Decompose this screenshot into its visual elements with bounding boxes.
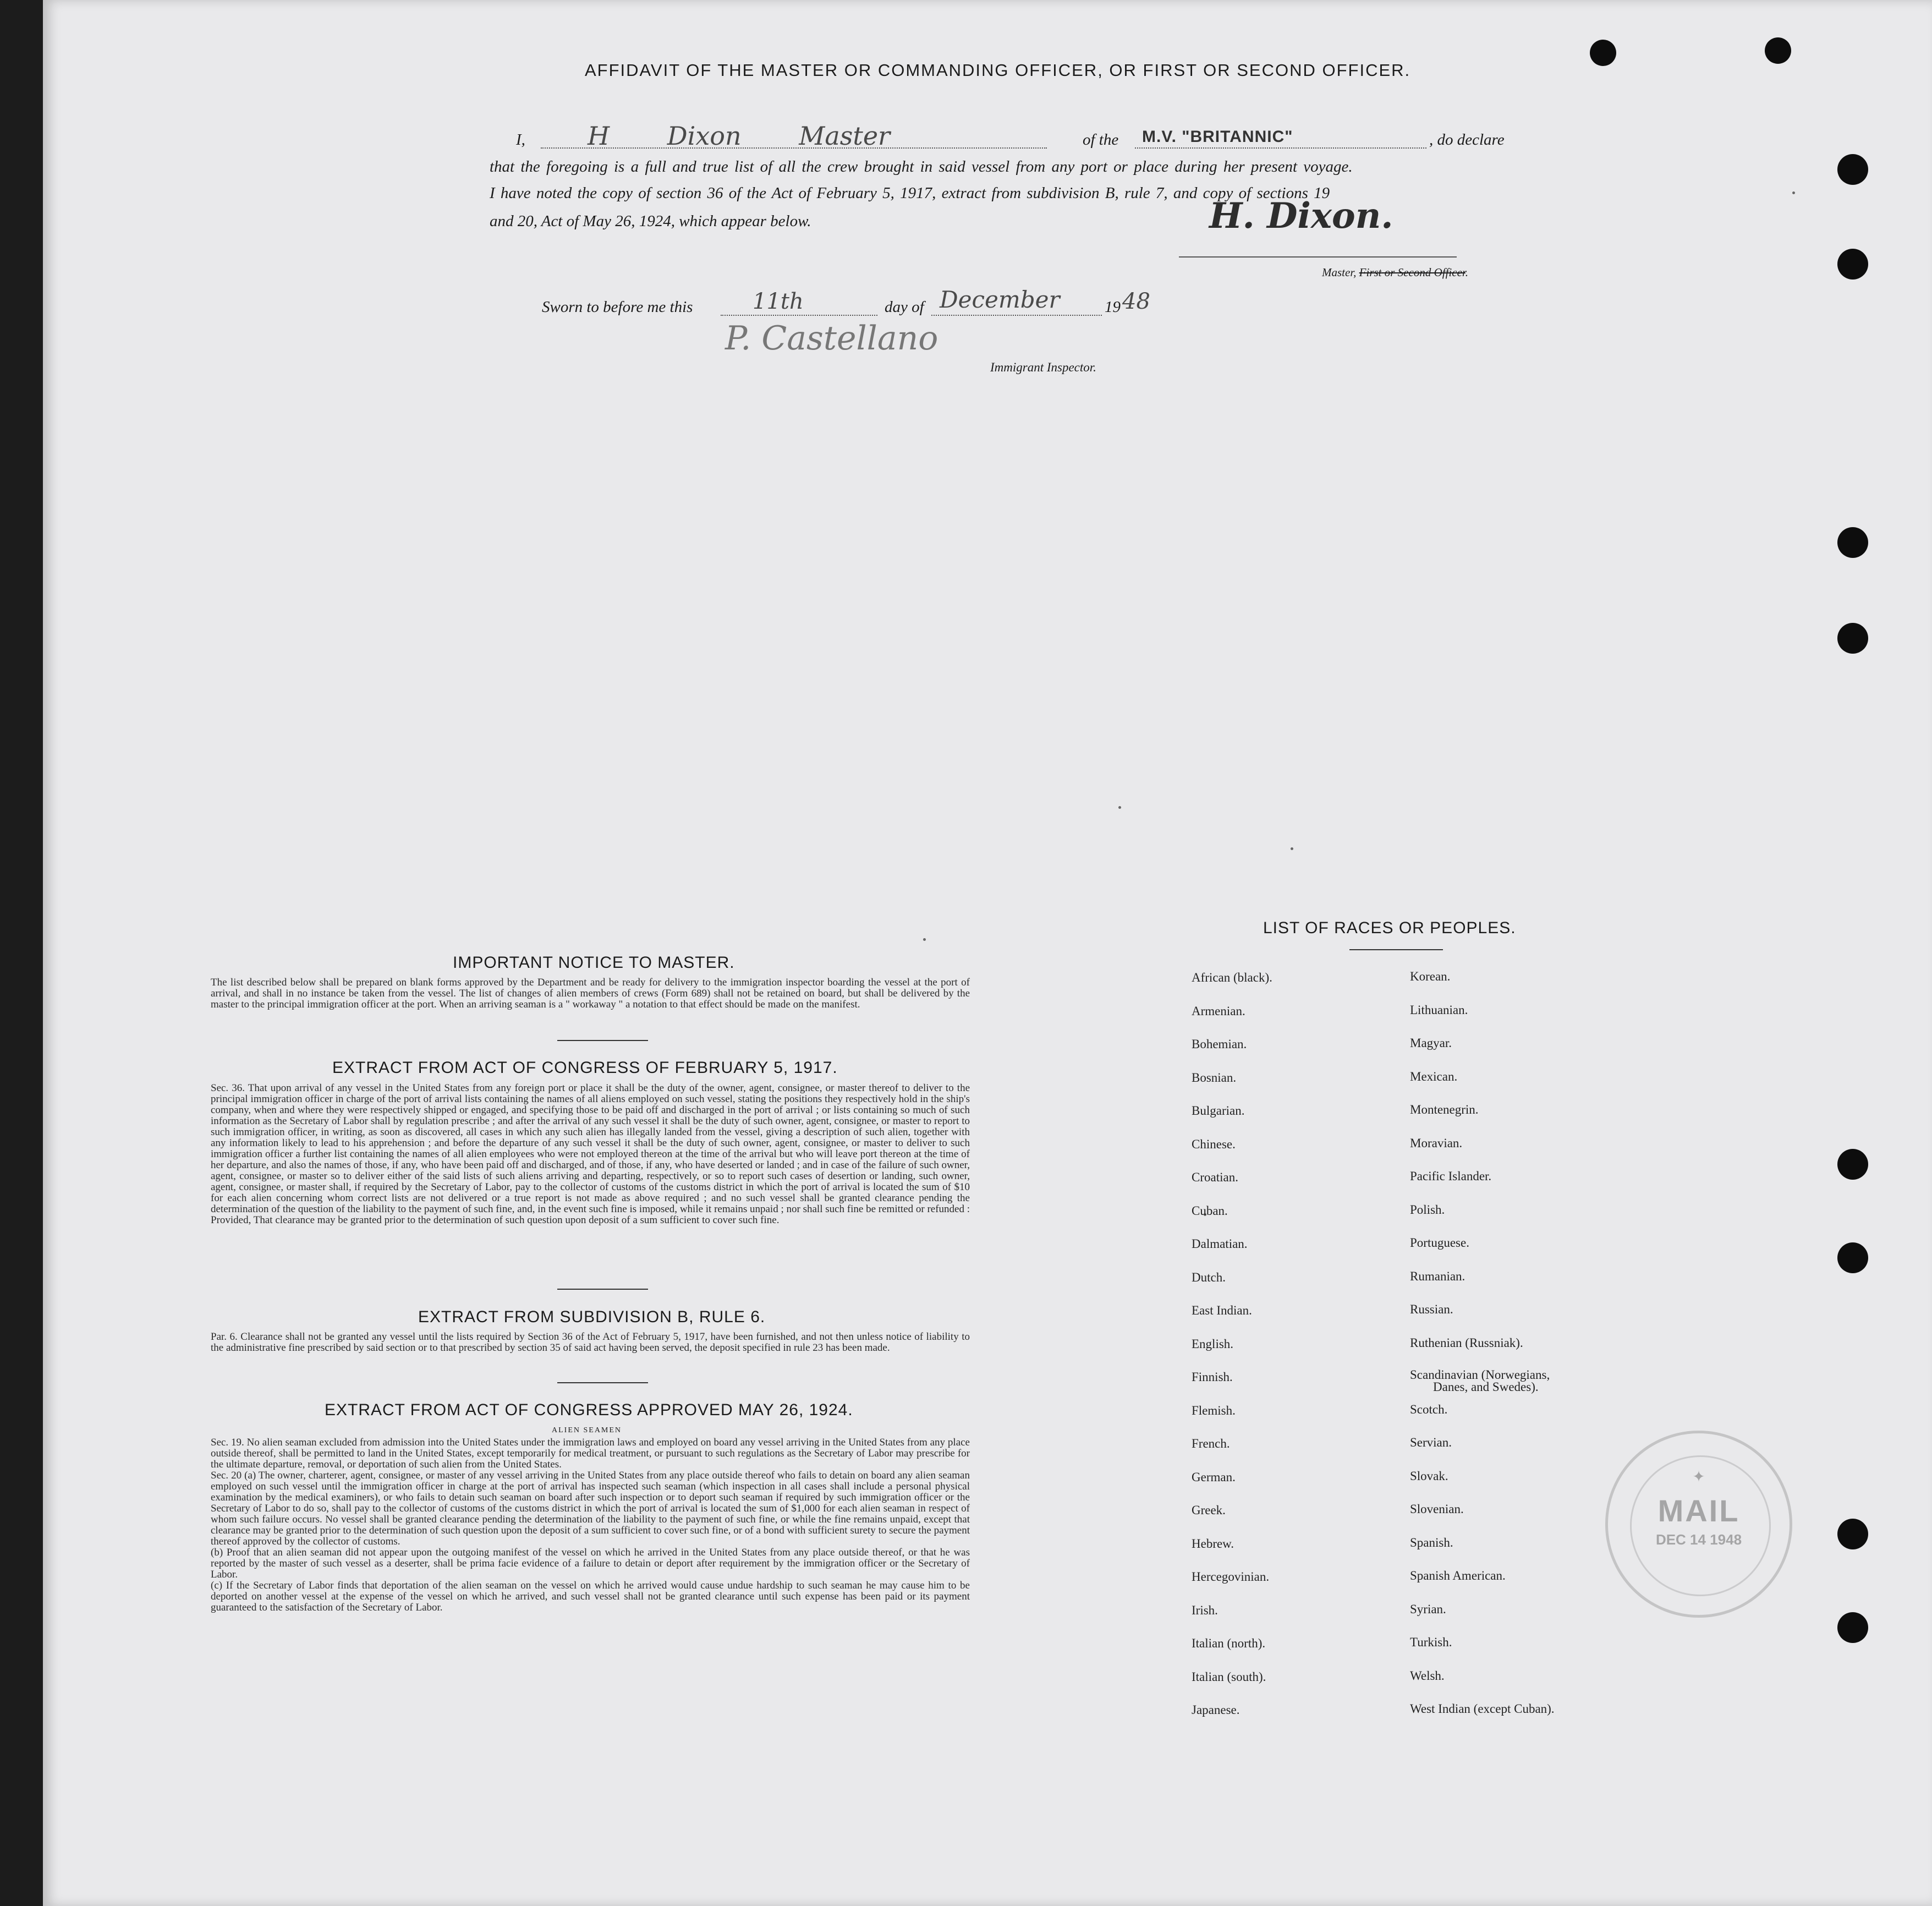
punch-hole	[1837, 249, 1868, 280]
notice-text: The list described below shall be prepared on blank forms approved by the Department and be ready for delivery to the immigration inspector boarding the vessel at the port of arrival, and shall in no instance be taken from the vessel. The list of changes of alien members of crews (Form 689) shall not be retained on board, but shall be delivered by the master to the principal immigration officer at the port. When an arriving seaman is a " workaway " a notation to that effect should be made on the manifest.	[211, 977, 970, 1010]
signer-title	[1322, 266, 1468, 280]
race-item: West Indian (except Cuban).	[1410, 1702, 1555, 1716]
inspector-signature: P. Castellano	[725, 319, 938, 358]
signer-title-master: Master,	[1322, 266, 1359, 279]
race-item: Montenegrin.	[1410, 1103, 1479, 1116]
punch-hole	[1765, 37, 1791, 64]
race-item: Lithuanian.	[1410, 1003, 1468, 1017]
vessel-name: M.V. "BRITANNIC"	[1142, 128, 1293, 146]
race-item: Hercegovinian.	[1192, 1570, 1270, 1584]
sworn-day: 11th	[753, 289, 804, 314]
rule6-text: Par. 6. Clearance shall not be granted any vessel until the lists required by Section 36 of the Act of February 5, 1917, have been furnished, and not then unless notice of liability to the administrative fine prescribed by said section or to that prescribed by section 35 of said act having been served, the deposit specified in rule 23 has been made.	[211, 1331, 970, 1354]
race-item: Korean.	[1410, 970, 1451, 983]
do-declare-label: , do declare	[1429, 131, 1505, 149]
race-item: French.	[1192, 1437, 1230, 1450]
section-20a-paragraph: Sec. 20 (a) The owner, charterer, agent, consignee, or master of any vessel arriving in the United States from any place outside thereof who fails to detain on board any alien seaman employed on such vessel until the immigration officer in charge at the port of arrival has inspected such seaman (which inspection in all cases shall include a personal physical examination by the medical examiners), or who fails to detain such seaman on board after such inspection or to deport such seaman if required by such immigration officer or the Secretary of Labor to do so, shall pay to the collector of customs of the customs district in which the port of arrival is located the sum of $1,000 for each alien seaman in respect of whom such failure occurs. No vessel shall be granted clearance pending the determination of the liability to the payment of such fine, or while the fine remains unpaid, except that clearance may be granted prior to the determination of such question upon the deposit of a sum sufficient to cover such fine, or of a bond with sufficient surety to secure the payment thereof approved by the collector of customs.	[211, 1470, 970, 1547]
section-19-paragraph: Sec. 19. No alien seaman excluded from admission into the United States under the immigration laws and employed on board any vessel arriving in the United States from any place outside thereof, shall be permitted to land in the United States, except temporarily for medical treatment, or pursuant to such regulations as the Secretary of Labor may prescribe for the ultimate departure, removal, or deportation of such alien from the United States.	[211, 1437, 970, 1470]
punch-hole	[1837, 527, 1868, 558]
section-20b-paragraph: (b) Proof that an alien seaman did not appear upon the outgoing manifest of the vessel on which he arrived in the United States from any place outside thereof, or that he was reported by the master of such vessel as a deserter, shall be prima facie evidence of a failure to detain or deport after requirement by the immigration officer or the Secretary of Labor.	[211, 1547, 970, 1580]
race-item: Moravian.	[1410, 1136, 1463, 1150]
sworn-month-blank	[931, 315, 1102, 316]
sworn-label: Sworn to before me this	[542, 298, 693, 316]
stamp-mail-text: MAIL	[1657, 1493, 1740, 1528]
race-item: Ruthenian (Russniak).	[1410, 1335, 1523, 1350]
race-item: English.	[1192, 1337, 1234, 1351]
notice-title: IMPORTANT NOTICE TO MASTER.	[453, 954, 735, 972]
stamp-star-icon: ✦	[1692, 1468, 1705, 1485]
vessel-blank	[1135, 147, 1426, 149]
master-signature: H. Dixon.	[1209, 195, 1393, 237]
punch-hole	[1837, 623, 1868, 654]
race-item: Rumanian.	[1410, 1269, 1466, 1283]
race-item: Italian (south).	[1192, 1669, 1266, 1684]
document-page	[43, 0, 1932, 1906]
races-title: LIST OF RACES OR PEOPLES.	[1263, 919, 1516, 937]
race-item: Irish.	[1192, 1603, 1218, 1617]
race-item-continued: Danes, and Swedes).	[1433, 1380, 1539, 1394]
punch-hole	[1837, 1242, 1868, 1273]
race-item: Russian.	[1410, 1302, 1453, 1316]
punch-hole	[1590, 40, 1616, 66]
races-right-column	[1410, 970, 1555, 1735]
race-item: Portuguese.	[1410, 1236, 1469, 1250]
punch-hole	[1837, 1149, 1868, 1180]
sworn-month: December	[940, 286, 1060, 313]
race-item: Japanese.	[1192, 1703, 1240, 1717]
signer-title-struck: First or Second Officer	[1359, 266, 1466, 279]
race-item: German.	[1192, 1470, 1236, 1484]
race-item: Armenian.	[1192, 1004, 1245, 1018]
race-item: Bulgarian.	[1192, 1104, 1245, 1118]
race-item: Turkish.	[1410, 1635, 1452, 1649]
race-item: Cuban.	[1192, 1203, 1228, 1218]
extract-1924-subtitle: ALIEN SEAMEN	[552, 1426, 622, 1434]
race-item: Flemish.	[1192, 1403, 1236, 1417]
extract-1924-body	[211, 1437, 970, 1613]
races-left-column	[1192, 971, 1272, 1737]
extract-1917-text: Sec. 36. That upon arrival of any vessel in the United States from any foreign port or place it shall be the duty of the owner, agent, consignee, or master thereof to deliver to the principal immigration officer in charge of the port of arrival lists containing the names of all aliens employed on such vessel, stating the positions they respectively hold in the ship's company, when and where they were respectively shipped or engaged, and specifying those to be paid off and discharged in the port of arrival ; or lists containing so much of such information as the Secretary of Labor shall by regulation prescribe ; and after the arrival of any such vessel it shall be the duty of such owner, agent, consignee, or master to report to such immigration officer, in writing, as soon as discovered, all cases in which any such alien has illegally landed from the vessel, giving a description of such alien, together with any information likely to lead to his apprehension ; and before the departure of any such vessel it shall be the duty of such owner, agent, consignee, or master to deliver to such immigration officer a further list containing the names of all alien employees who were not employed thereon at the time of the arrival but who will leave port thereon at the time of her departure, and also the names of those, if any, who have been paid off and discharged, and of those, if any, who have deserted or landed ; and in case of the failure of such owner, agent, consignee, or master so to deliver either of the said lists of such aliens arriving and departing, respectively, or so to report such cases of desertion or landing, such owner, agent, consignee, or master shall, if required by the Secretary of Labor, pay to the collector of customs of the customs district in which the port of arrival is located the sum of $10 for each alien concerning whom correct lists are not delivered or a true report is not made as above required ; and no such vessel shall be granted clearance pending the determination of the question of the liability to the payment of such fine, and, in the event such fine is imposed, while it remains unpaid ; nor shall such fine be remitted or refunded : Provided, That clearance may be granted prior to the determination of such question upon deposit of a sum sufficient to cover such fine.	[211, 1082, 970, 1226]
declaration-line-3: I have noted the copy of section 36 of the Act of February 5, 1917, extract from subdivision B, rule 7, and copy of sections 19	[490, 184, 1330, 202]
section-20c-paragraph: (c) If the Secretary of Labor finds that deportation of the alien seaman on the vessel on which he arrived would cause undue hardship to such seaman he may cause him to be deported on another vessel at the expense of the vessel on which he arrived, and such vessel shall not be granted clearance until such expense has been paid or its payment guaranteed to the satisfaction of the Secretary of Labor.	[211, 1580, 970, 1613]
extract-1917-title: EXTRACT FROM ACT OF CONGRESS OF FEBRUARY 5, 1917.	[332, 1059, 838, 1077]
race-item-scandinavian	[1410, 1369, 1555, 1403]
declaration-line-2: that the foregoing is a full and true list of all the crew brought in said vessel from any port or place during her present voyage.	[490, 158, 1353, 176]
race-item: Slovenian.	[1410, 1502, 1464, 1516]
race-item: Polish.	[1410, 1202, 1445, 1217]
race-item: Spanish American.	[1410, 1569, 1506, 1582]
sworn-day-blank	[721, 315, 877, 316]
race-item: Spanish.	[1410, 1535, 1453, 1549]
declaration-line-4: and 20, Act of May 26, 1924, which appear below.	[490, 212, 811, 230]
race-item: Magyar.	[1410, 1036, 1452, 1050]
year-prefix: 19	[1105, 298, 1121, 316]
race-item: Finnish.	[1192, 1370, 1233, 1384]
race-item: Hebrew.	[1192, 1536, 1234, 1551]
affidavit-title: AFFIDAVIT OF THE MASTER OR COMMANDING OFFICER, OR FIRST OR SECOND OFFICER.	[585, 61, 1411, 80]
signer-title-end: .	[1465, 266, 1468, 279]
race-item: East Indian.	[1192, 1303, 1252, 1317]
race-item: Servian.	[1410, 1436, 1452, 1449]
race-item: Chinese.	[1192, 1137, 1236, 1151]
punch-hole	[1837, 1612, 1868, 1643]
race-item: Croatian.	[1192, 1170, 1238, 1184]
year-suffix: 48	[1122, 289, 1150, 314]
race-item: Bosnian.	[1192, 1070, 1237, 1085]
inspector-title: Immigrant Inspector.	[990, 360, 1096, 374]
day-of-label: day of	[885, 298, 924, 316]
race-item: Dutch.	[1192, 1270, 1226, 1284]
of-the-label: of the	[1083, 131, 1119, 149]
race-item: Slovak.	[1410, 1469, 1448, 1483]
race-item: Mexican.	[1410, 1069, 1458, 1083]
i-label: I,	[516, 131, 525, 149]
mail-postmark-stamp	[1605, 1431, 1792, 1618]
race-item: Bohemian.	[1192, 1037, 1247, 1051]
race-item: Scandinavian (Norwegians,	[1410, 1368, 1550, 1382]
race-item: African (black).	[1192, 971, 1272, 984]
stamp-date-text: DEC 14 1948	[1655, 1531, 1742, 1548]
punch-hole	[1837, 1519, 1868, 1549]
race-item: Welsh.	[1410, 1668, 1445, 1683]
race-item: Dalmatian.	[1192, 1237, 1248, 1251]
race-item: Scotch.	[1410, 1402, 1448, 1416]
race-item: Greek.	[1192, 1503, 1226, 1517]
race-item: Italian (north).	[1192, 1636, 1266, 1650]
master-name: H Dixon Master	[588, 121, 891, 151]
race-item: Syrian.	[1410, 1602, 1446, 1616]
rule6-title: EXTRACT FROM SUBDIVISION B, RULE 6.	[418, 1308, 766, 1326]
punch-hole	[1837, 154, 1868, 185]
race-item: Pacific Islander.	[1410, 1169, 1492, 1183]
extract-1924-title: EXTRACT FROM ACT OF CONGRESS APPROVED MAY 26, 1924.	[325, 1401, 853, 1419]
